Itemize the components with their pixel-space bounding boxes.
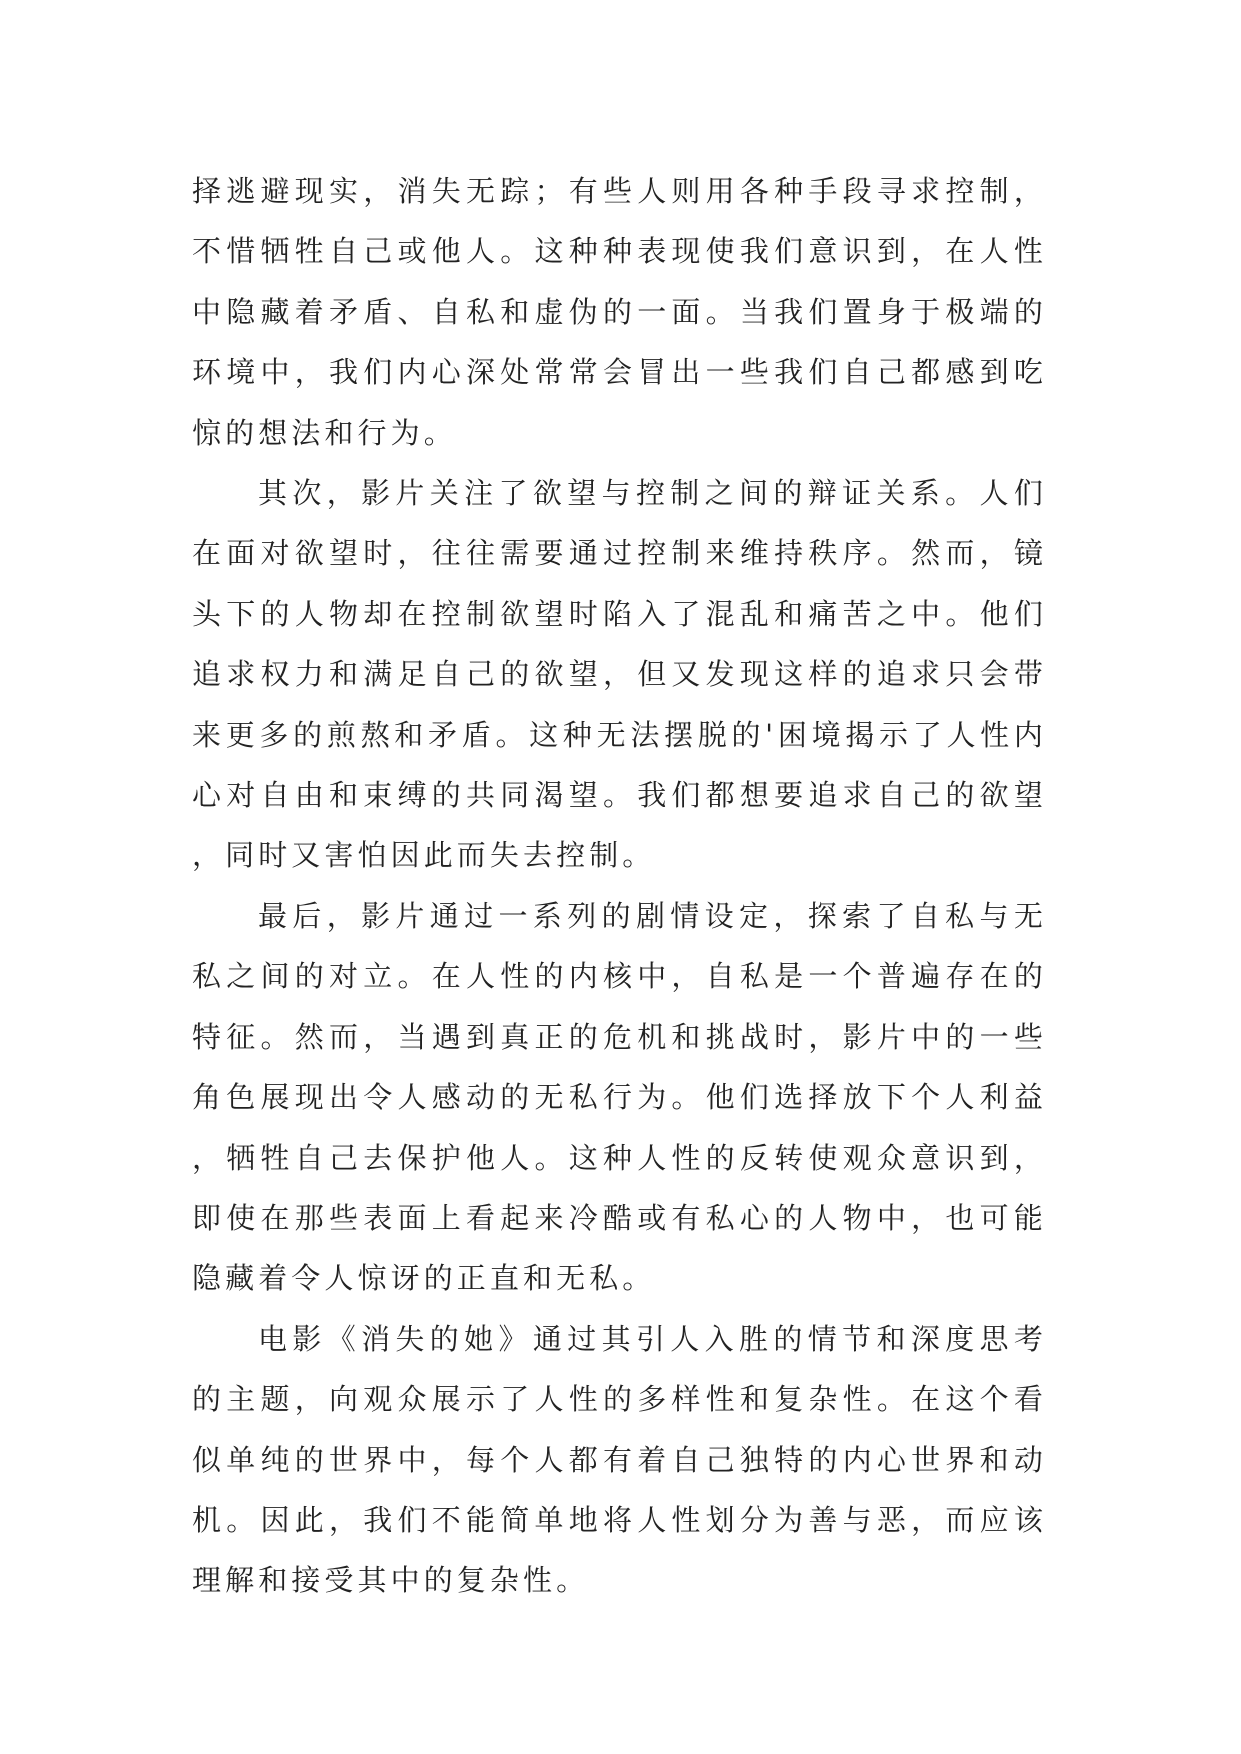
paragraph-desire-control: 其次，影片关注了欲望与控制之间的辩证关系。人们在面对欲望时，往往需要通过控制来维持秩序。然而，镜头下的人物却在控制欲望时陷入了混乱和痛苦之中。他们追求权力和满足自己的欲望，但又发现这样的追求只会带来更多的煎熬和矛盾。这种无法摆脱的'困境揭示了人性内心对自由和束缚的共同渴望。我们都想要追求自己的欲望，同时又害怕因此而失去控制。	[192, 476, 1047, 873]
paragraph-continuation: 择逃避现实，消失无踪；有些人则用各种手段寻求控制，不惜牺牲自己或他人。这种种表现使我们意识到，在人性中隐藏着矛盾、自私和虚伪的一面。当我们置身于极端的环境中，我们内心深处常常会冒出一些我们自己都感到吃惊的想法和行为。	[192, 174, 1047, 450]
document-body	[192, 161, 1047, 1611]
paragraph-conclusion: 电影《消失的她》通过其引人入胜的情节和深度思考的主题，向观众展示了人性的多样性和复杂性。在这个看似单纯的世界中，每个人都有着自己独特的内心世界和动机。因此，我们不能简单地将人性划分为善与恶，而应该理解和接受其中的复杂性。	[192, 1321, 1047, 1598]
paragraph-selfish-selfless: 最后，影片通过一系列的剧情设定，探索了自私与无私之间的对立。在人性的内核中，自私是一个普遍存在的特征。然而，当遇到真正的危机和挑战时，影片中的一些角色展现出令人感动的无私行为。他们选择放下个人利益，牺牲自己去保护他人。这种人性的反转使观众意识到，即使在那些表面上看起来冷酷或有私心的人物中，也可能隐藏着令人惊讶的正直和无私。	[192, 898, 1047, 1296]
